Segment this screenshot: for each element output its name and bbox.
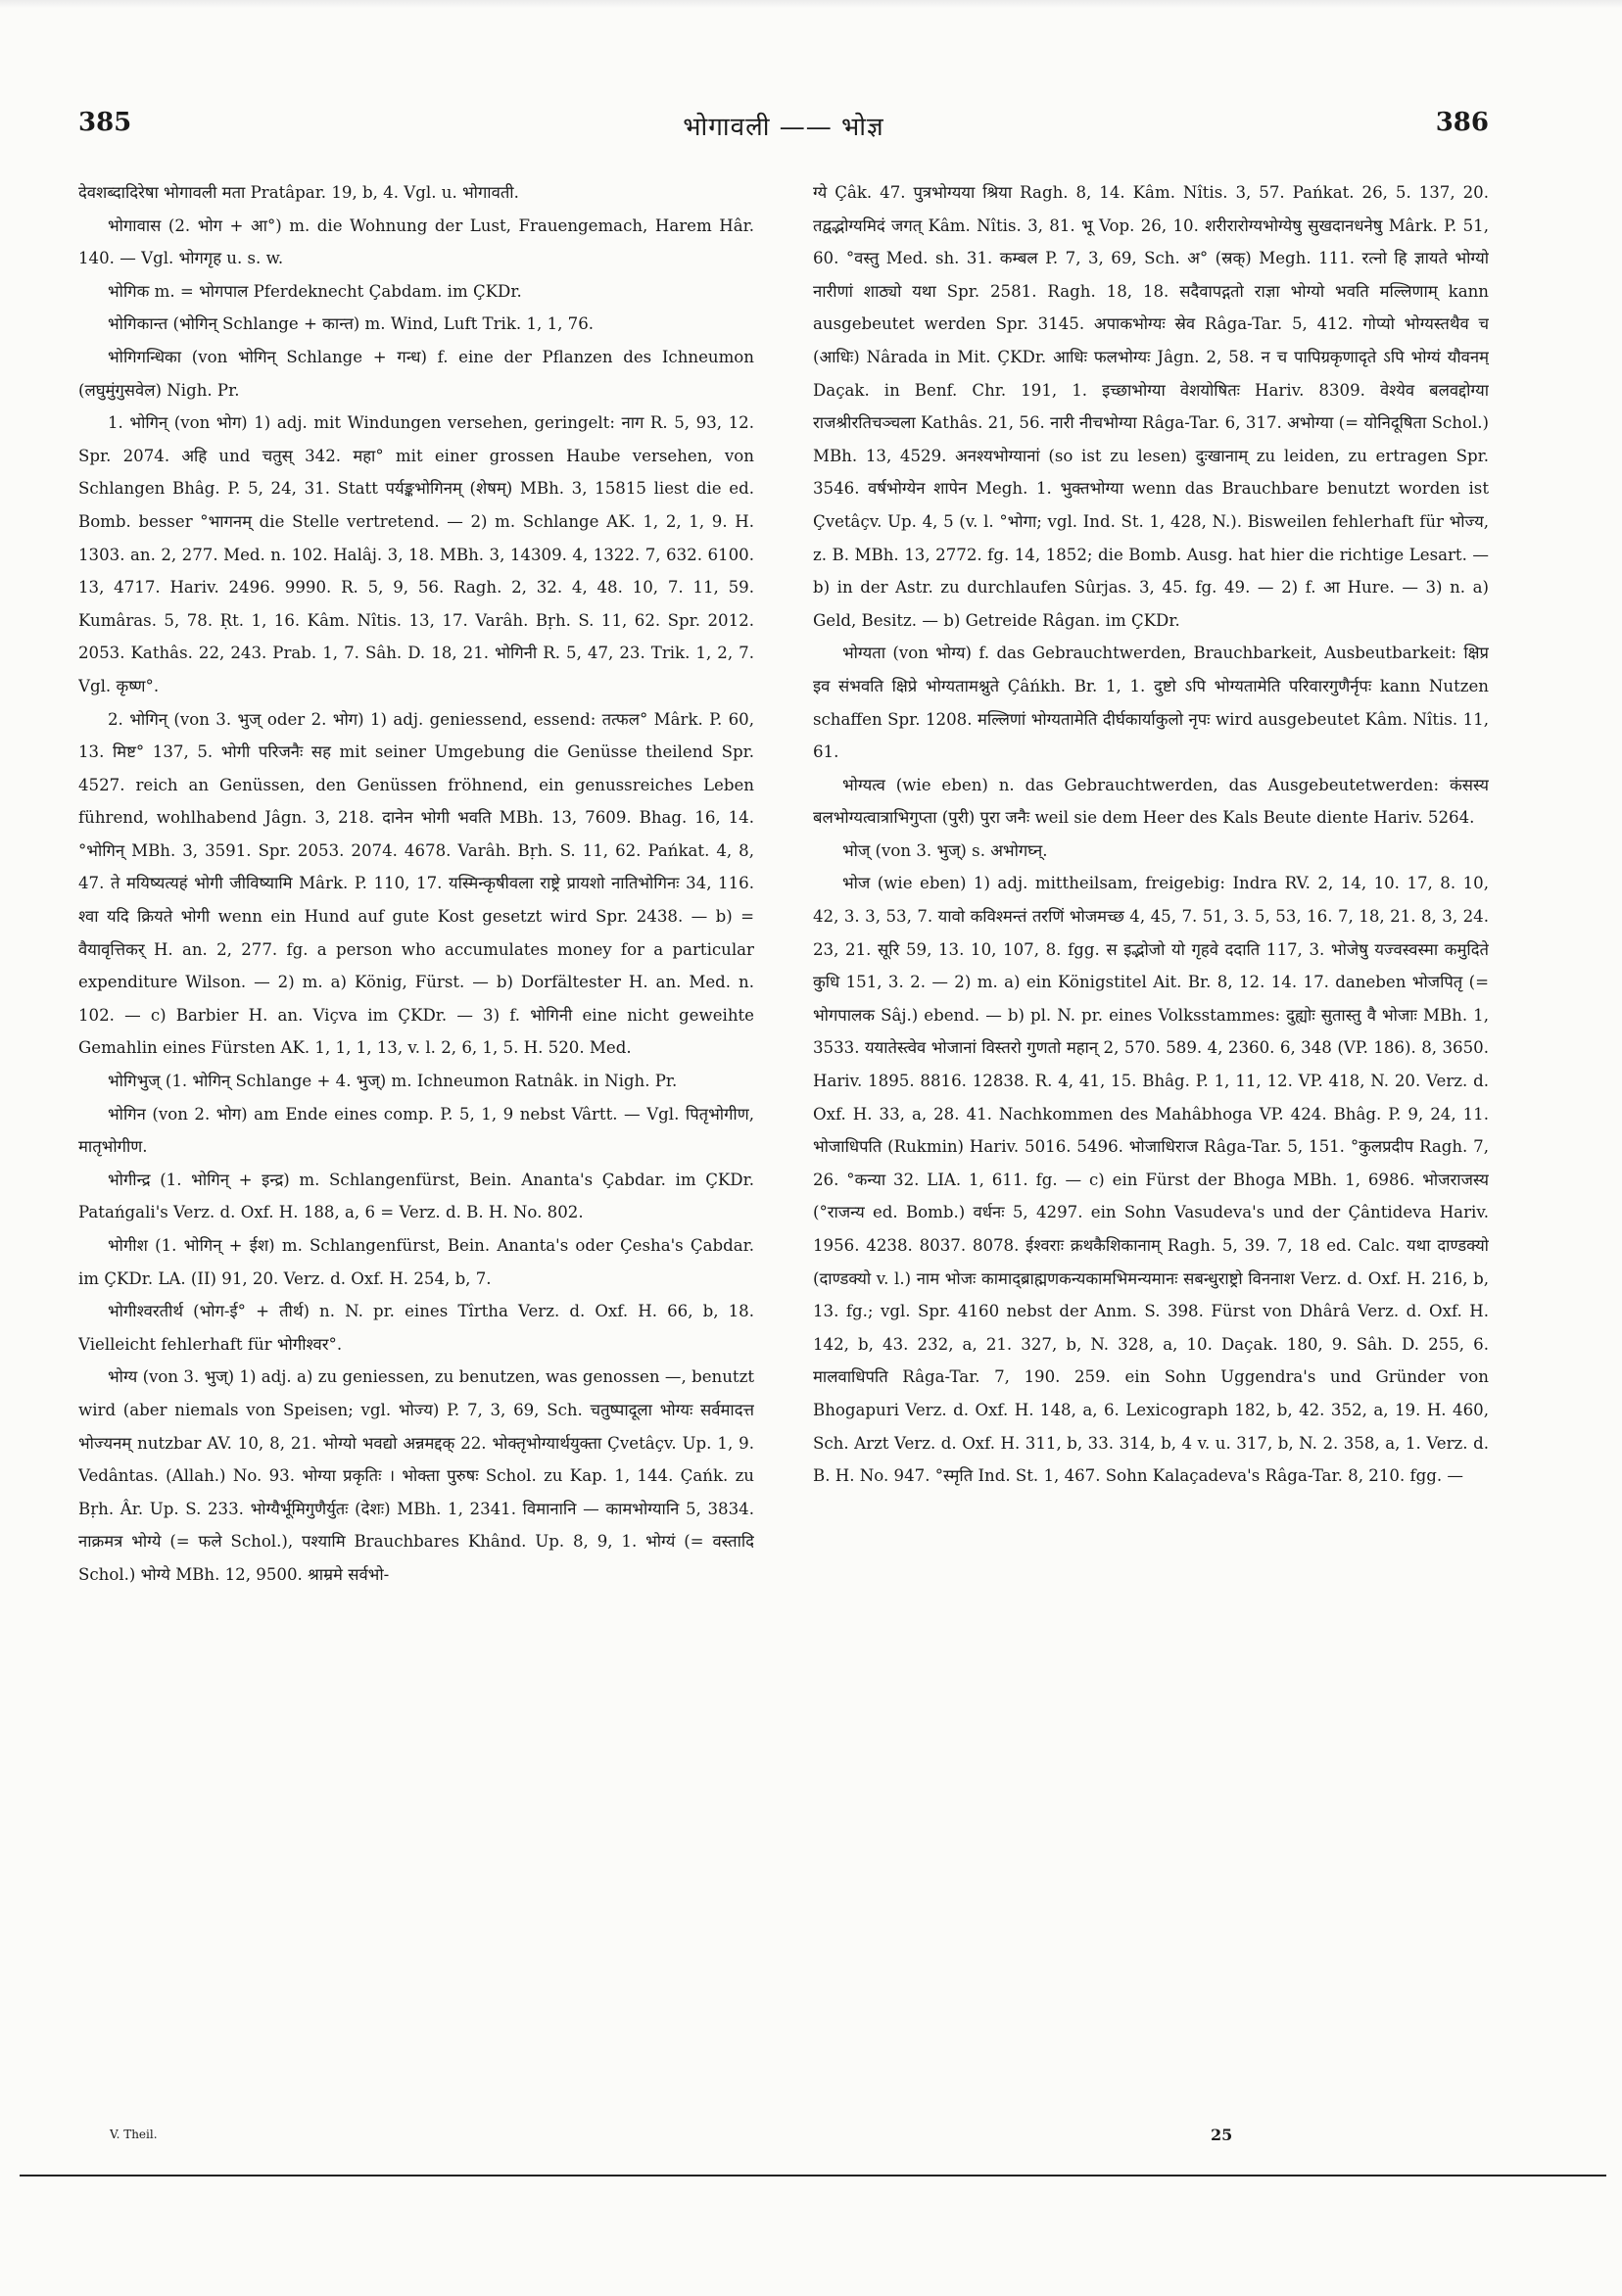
dictionary-entry: भोगिकान्त (भोगिन् Schlange + कान्त) m. Wind, Luft Trik. 1, 1, 76. xyxy=(108,314,595,334)
left-column xyxy=(78,176,754,2086)
dictionary-entry: भोगिक m. = भोगपाल Pferdeknecht Çabdam. im ÇKDr. xyxy=(108,281,522,301)
right-column xyxy=(813,176,1489,2086)
dictionary-entry: भोज् (von 3. भुज्) s. अभोगघ्न्. xyxy=(842,840,1048,860)
scan-top-edge xyxy=(0,0,1622,8)
signature-number: 25 xyxy=(1211,2126,1233,2144)
dictionary-entry: देवशब्दादिरेषा भोगावली मता Pratâpar. 19, b, 4. Vgl. u. भोगावती. xyxy=(78,183,519,202)
dictionary-entry: भोगीन्द्र (1. भोगिन् + इन्द्र) m. Schlangenfürst, Bein. Ananta's Çabdar. im ÇKDr. Patańgali's Verz. d. Oxf. H. 188, a, 6 = Verz. d. B. H. No. 802. xyxy=(78,1170,754,1222)
page-number-left: 385 xyxy=(78,108,132,137)
bottom-rule xyxy=(20,2175,1606,2176)
dictionary-entry: भोगिभुज् (1. भोगिन् Schlange + 4. भुज्) m. Ichneumon Ratnâk. in Nigh. Pr. xyxy=(108,1072,678,1091)
dictionary-entry: भोग्य (von 3. भुज्) 1) adj. a) zu geniessen, zu benutzen, was genossen —, benutzt wird (aber niemals von Speisen; vgl. भोज्य) P. 7, 3, 69, Sch. चतुष्पादूला भोग्यः सर्वमादत्त भोज्यनम् nutzbar AV. 10, 8, 21. भोग्यो भवद्यो अन्नमद्दक् 22. भोक्तृभोग्यार्थयुक्ता Çvetâçv. Up. 1, 9. Vedântas. (Allah.) No. 93. भोग्या प्रकृतिः । भोक्ता पुरुषः Schol. zu Kap. 1, 144. Çańk. zu Bṛh. Âr. Up. S. 233. भोग्यैर्भूमिगुणैर्युतः (देशः) MBh. 1, 2341. विमानानि — कामभोग्यानि 5, 3834. नाक्रमत्र भोग्ये (= फले Schol.), पश्यामि Brauchbares Khând. Up. 8, 9, 1. भोग्यं (= वस्तादि Schol.) भोग्ये MBh. 12, 9500. श्राम्रमे सर्वभो- xyxy=(78,1367,754,1584)
dictionary-entry: 1. भोगिन् (von भोग) 1) adj. mit Windungen versehen, geringelt: नाग R. 5, 93, 12. Spr. 2074. अहि und चतुस् 342. महा° mit einer grossen Haube versehen, von Schlangen Bhâg. P. 5, 24, 31. Statt पर्यङ्कभोगिनम् (शेषम्) MBh. 3, 15815 liest die ed. Bomb. besser °भागनम् die Stelle vertretend. — 2) m. Schlange AK. 1, 2, 1, 9. H. 1303. an. 2, 277. Med. n. 102. Halâj. 3, 18. MBh. 3, 14309. 4, 1322. 7, 632. 6100. 13, 4717. Hariv. 2496. 9990. R. 5, 9, 56. Ragh. 2, 32. 4, 48. 10, 7. 11, 59. Kumâras. 5, 78. Ṛt. 1, 16. Kâm. Nîtis. 13, 17. Varâh. Bṛh. S. 11, 62. Spr. 2012. 2053. Kathâs. 22, 243. Prab. 1, 7. Sâh. D. 18, 21. भोगिनी R. 5, 47, 23. Trik. 1, 2, 7. Vgl. कृष्ण°. xyxy=(78,413,754,695)
dictionary-entry: भोगिगन्धिका (von भोगिन् Schlange + गन्ध) f. eine der Pflanzen des Ichneumon (लघुमुंगुसवेल) Nigh. Pr. xyxy=(78,347,754,400)
dictionary-entry: भोगीश्वरतीर्थ (भोग-ई° + तीर्थ) n. N. pr. eines Tîrtha Verz. d. Oxf. H. 66, b, 18. Vielleicht fehlerhaft für भोगीश्वर°. xyxy=(78,1302,754,1354)
running-title: भोगावली —— भोज्ञ xyxy=(683,113,884,142)
dictionary-entry: भोग्यता (von भोग्य) f. das Gebrauchtwerden, Brauchbarkeit, Ausbeutbarkeit: क्षिप्र इव संभवति क्षिप्रे भोग्यतामश्नुते Çâńkh. Br. 1, 1. दुष्टो ऽपि भोग्यतामेति परिवारगुणैर्नृपः kann Nutzen schaffen Spr. 1208. मल्लिणां भोग्यतामेति दीर्घकार्याकुलो नृपः wird ausgebeutet Kâm. Nîtis. 11, 61. xyxy=(813,644,1489,762)
dictionary-entry: भोज (wie eben) 1) adj. mittheilsam, freigebig: Indra RV. 2, 14, 10. 17, 8. 10, 42, 3. 3, 53, 7. यावो कविश्मन्तं तरणिं भोजमच्छ 4, 45, 7. 51, 3. 5, 53, 16. 7, 18, 21. 8, 3, 24. 23, 21. सूरि 59, 13. 10, 107, 8. fgg. स इद्भोजो यो गृहवे ददाति 117, 3. भोजेषु यज्वस्वस्मा कमुदिते कुधि 151, 3. 2. — 2) m. a) ein Königstitel Ait. Br. 8, 12. 14. 17. daneben भोजपितृ (= भोगपालक Sâj.) ebend. — b) pl. N. pr. eines Volksstammes: दुह्योः सुतास्तु वै भोजाः MBh. 1, 3533. ययातेस्त्वेव भोजानां विस्तरो गुणतो महान् 2, 570. 589. 4, 2360. 6, 348 (VP. 186). 8, 3650. Hariv. 1895. 8816. 12838. R. 4, 41, 15. Bhâg. P. 1, 11, 12. VP. 418, N. 20. Verz. d. Oxf. H. 33, a, 28. 41. Nachkommen des Mahâbhoga VP. 424. Bhâg. P. 9, 24, 11. भोजाधिपति (Rukmin) Hariv. 5016. 5496. भोजाधिराज Râga-Tar. 5, 151. °कुलप्रदीप Ragh. 7, 26. °कन्या 32. LIA. 1, 611. fg. — c) ein Fürst der Bhoga MBh. 1, 6986. भोजराजस्य (°राजन्य ed. Bomb.) वर्धनः 5, 4297. ein Sohn Vasudeva's und der Çântideva Hariv. 1956. 4238. 8037. 8078. ईश्वराः क्रथकैशिकानाम् Ragh. 5, 39. 7, 18 ed. Calc. यथा दाण्डक्यो (दाण्डक्यो v. l.) नाम भोजः कामाद्ब्राह्मणकन्यकामभिमन्यमानः सबन्धुराष्ट्रो विननाश Verz. d. Oxf. H. 216, b, 13. fg.; vgl. Spr. 4160 nebst der Anm. S. 398. Fürst von Dhârâ Verz. d. Oxf. H. 142, b, 43. 232, a, 21. 327, b, N. 328, a, 10. Daçak. 180, 9. Sâh. D. 255, 6. मालवाधिपति Râga-Tar. 7, 190. 259. ein Sohn Uggendra's und Gründer von Bhogapuri Verz. d. Oxf. H. 148, a, 6. Lexicograph 182, b, 42. 352, a, 19. H. 460, Sch. Arzt Verz. d. Oxf. H. 311, b, 33. 314, b, 4 v. u. 317, b, N. 2. 358, a, 1. Verz. d. B. H. No. 947. °स्मृति Ind. St. 1, 467. Sohn Kalaçadeva's Râga-Tar. 8, 210. fgg. — xyxy=(813,874,1489,1486)
dictionary-entry: भोग्यत्व (wie eben) n. das Gebrauchtwerden, das Ausgebeutetwerden: कंसस्य बलभोग्यत्वात्राभिगुप्ता (पुरी) पुरा जनैः weil sie dem Heer des Kals Beute diente Hariv. 5264. xyxy=(813,775,1489,828)
page-header xyxy=(78,108,1489,151)
dictionary-entry: ग्ये Çâk. 47. पुत्रभोग्यया श्रिया Ragh. 8, 14. Kâm. Nîtis. 3, 57. Pańkat. 26, 5. 137, 20. तद्वद्भोग्यमिदं जगत् Kâm. Nîtis. 3, 81. भू Vop. 26, 10. शरीरारोग्यभोग्येषु सुखदानधनेषु Mârk. P. 51, 60. °वस्तु Med. sh. 31. कम्बल P. 7, 3, 69, Sch. अ° (स्रक्) Megh. 111. रत्नो हि ज्ञायते भोग्यो नारीणां शाठ्यो यथा Spr. 2581. Ragh. 18, 18. सदैवापद्गतो राज्ञा भोग्यो भवति मल्लिणाम् kann ausgebeutet werden Spr. 3145. अपाकभोग्यः स्रेव Râga-Tar. 5, 412. गोप्यो भोग्यस्तथैव च (आधिः) Nârada in Mit. ÇKDr. आधिः फलभोग्यः Jâgn. 2, 58. न च पापिग्रकृणादृते ऽपि भोग्यं यौवनम् Daçak. in Benf. Chr. 191, 1. इच्छाभोग्या वेशयोषितः Hariv. 8309. वेश्येव बलवद्दोग्या राजश्रीरतिचञ्चला Kathâs. 21, 56. नारी नीचभोग्या Râga-Tar. 6, 317. अभोग्या (= योनिदूषिता Schol.) MBh. 13, 4529. अनश्यभोग्यानां (so ist zu lesen) दुःखानाम् zu leiden, zu ertragen Spr. 3546. वर्षभोग्येन शापेन Megh. 1. भुक्तभोग्या wenn das Brauchbare benutzt worden ist Çvetâçv. Up. 4, 5 (v. l. °भोगा; vgl. Ind. St. 1, 428, N.). Bisweilen fehlerhaft für भोज्य, z. B. MBh. 13, 2772. fg. 14, 1852; die Bomb. Ausg. hat hier die richtige Lesart. — b) in der Astr. zu durchlaufen Sûrjas. 3, 45. fg. 49. — 2) f. आ Hure. — 3) n. a) Geld, Besitz. — b) Getreide Râgan. im ÇKDr. xyxy=(813,183,1489,630)
dictionary-entry: 2. भोगिन् (von 3. भुज् oder 2. भोग) 1) adj. geniessend, essend: तत्फल° Mârk. P. 60, 13. मिष्ट° 137, 5. भोगी परिजनैः सह mit seiner Umgebung die Genüsse theilend Spr. 4527. reich an Genüssen, den Genüssen fröhnend, ein genussreiches Leben führend, wohlhabend Jâgn. 3, 218. दानेन भोगी भवति MBh. 13, 7609. Bhag. 16, 14. °भोगिन् MBh. 3, 3591. Spr. 2053. 2074. 4678. Varâh. Bṛh. S. 11, 62. Pańkat. 4, 8, 47. ते मयिष्यत्यहं भोगी जीविष्यामि Mârk. P. 110, 17. यस्मिन्कृषीवला राष्ट्रे प्रायशो नातिभोगिनः 34, 116. श्वा यदि क्रियते भोगी wenn ein Hund auf gute Kost gesetzt wird Spr. 2438. — b) = वैयावृत्तिकर् H. an. 2, 277. fg. a person who accumulates money for a particular expenditure Wilson. — 2) m. a) König, Fürst. — b) Dorfältester H. an. Med. n. 102. — c) Barbier H. an. Viçva im ÇKDr. — 3) f. भोगिनी eine nicht geweihte Gemahlin eines Fürsten AK. 1, 1, 1, 13, v. l. 2, 6, 1, 5. H. 520. Med. xyxy=(78,709,754,1058)
dictionary-entry: भोगिन (von 2. भोग) am Ende eines comp. P. 5, 1, 9 nebst Vârtt. — Vgl. पितृभोगीण, मातृभोगीण. xyxy=(78,1104,754,1157)
page-number-right: 386 xyxy=(1435,108,1489,137)
dictionary-entry: भोगावास (2. भोग + आ°) m. die Wohnung der Lust, Frauengemach, Harem Hâr. 140. — Vgl. भोगगृह u. s. w. xyxy=(78,215,754,268)
volume-note: V. Theil. xyxy=(110,2128,158,2141)
dictionary-entry: भोगीश (1. भोगिन् + ईश) m. Schlangenfürst, Bein. Ananta's oder Çesha's Çabdar. im ÇKDr. LA. (II) 91, 20. Verz. d. Oxf. H. 254, b, 7. xyxy=(78,1236,754,1288)
